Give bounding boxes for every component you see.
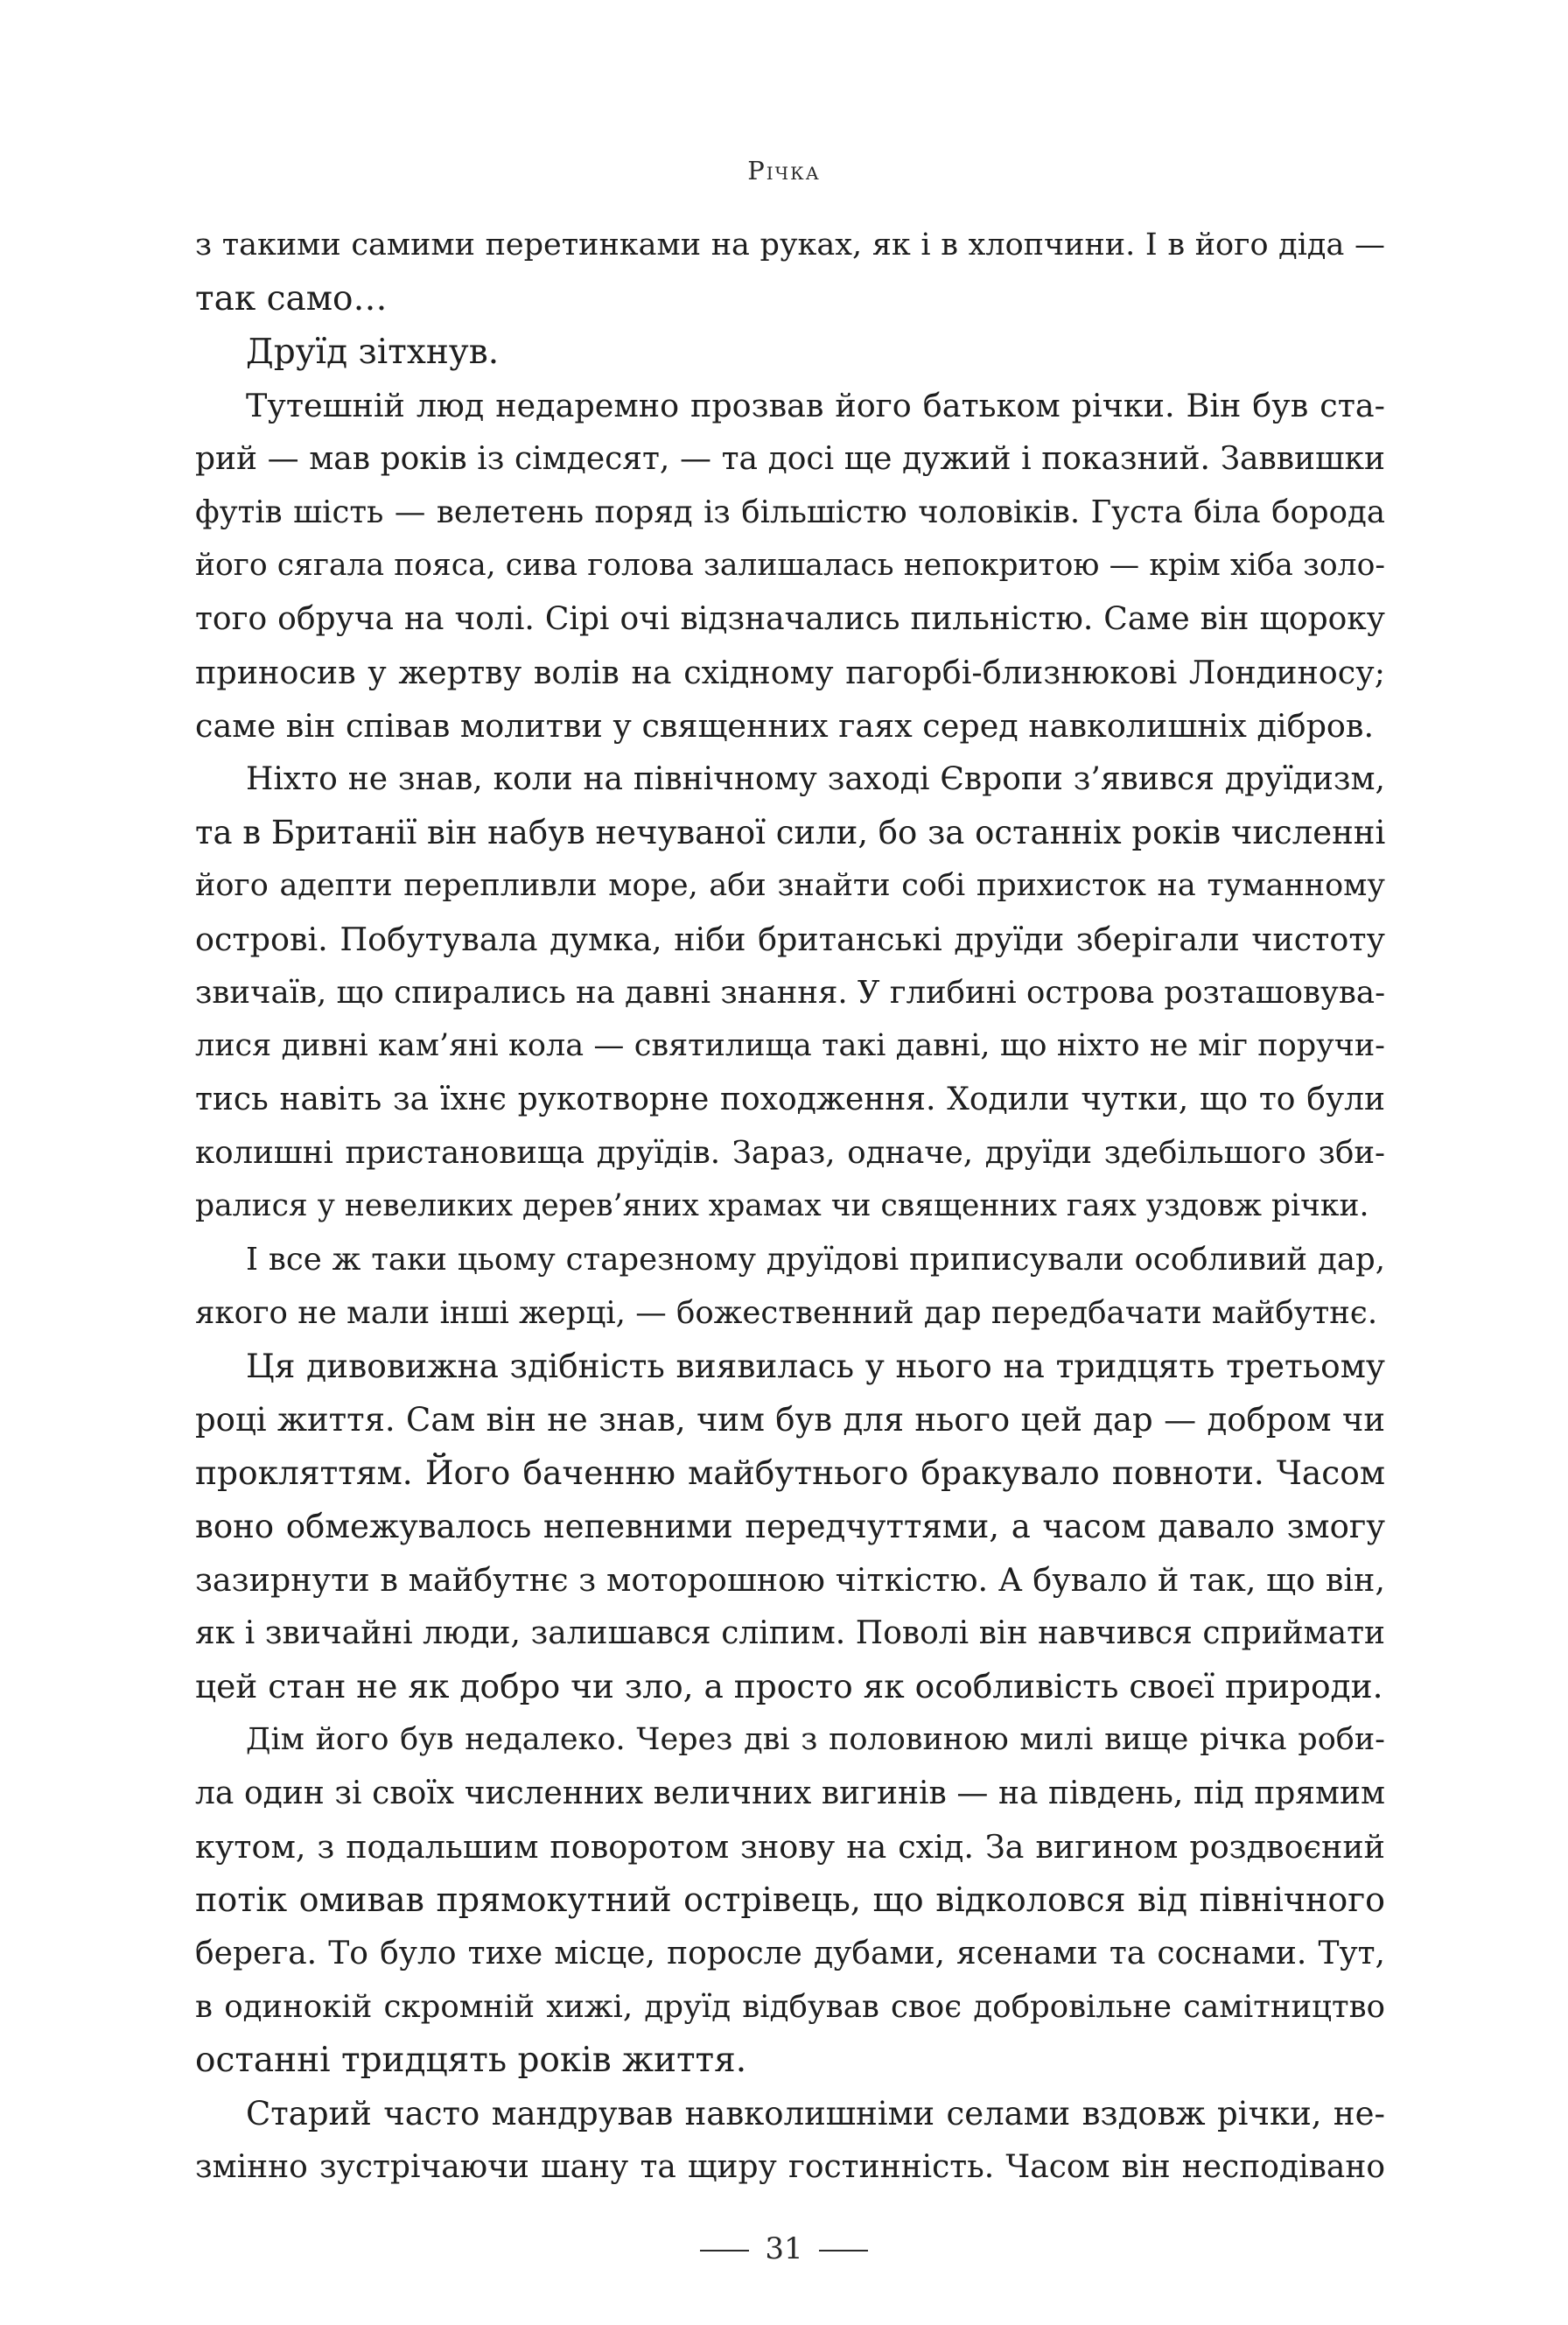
text-line: тись навіть за їхнє рукотворне походження. Ходили чутки, що то були xyxy=(195,1082,1385,1117)
text-line: Дім його був недалеко. Через дві з половиною милі вище річка роби- xyxy=(246,1722,1385,1757)
text-line: ралися у невеликих дерев’яних храмах чи священних гаях уздовж річки. xyxy=(195,1188,1369,1223)
text-line: берега. То було тихе місце, поросле дубами, ясенами та соснами. Тут, xyxy=(195,1936,1385,1971)
page-footer xyxy=(0,2231,1568,2266)
text-line: як і звичайні люди, залишався сліпим. Поволі він навчився сприймати xyxy=(195,1615,1385,1651)
text-line: якого не мали інші жерці, — божественний дар передбачати майбутнє. xyxy=(195,1295,1378,1331)
text-line: Старий часто мандрував навколишніми селами вздовж річки, не- xyxy=(246,2095,1385,2132)
text-line: саме він співав молитви у священних гаях серед навколишніх дібров. xyxy=(195,707,1375,745)
text-line: того обруча на чолі. Сірі очі відзначались пильністю. Саме він щороку xyxy=(195,601,1385,637)
text-line: воно обмежувалось непевними передчуттями, а часом давало змогу xyxy=(195,1508,1385,1545)
text-line: футів шість — велетень поряд із більшістю чоловіків. Густа біла борода xyxy=(195,494,1385,530)
body-text xyxy=(195,219,1385,2194)
text-line: змінно зустрічаючи шану та щиру гостинність. Часом він несподівано xyxy=(195,2149,1385,2185)
text-line: останні тридцять років життя. xyxy=(195,2041,747,2080)
text-line: його адепти перепливли море, аби знайти собі прихисток на туманному xyxy=(195,868,1385,903)
text-line: зазирнути в майбутнє з моторошною чіткістю. А бувало й так, що він, xyxy=(195,1561,1385,1599)
text-line: потік омивав прямокутний острівець, що відколовся від північного xyxy=(195,1880,1385,1919)
text-line: в одинокій скромній хижі, друїд відбував своє добровільне самітництво xyxy=(195,1989,1385,2025)
text-line: приносив у жертву волів на східному пагорбі-близнюкові Лондиносу; xyxy=(195,654,1385,691)
text-line: ла один зі своїх численних величних вигинів — на південь, під прямим xyxy=(195,1775,1385,1811)
text-line: році життя. Сам він не знав, чим був для нього цей дар — добром чи xyxy=(195,1401,1385,1439)
left-dash xyxy=(700,2250,749,2251)
text-line: Ніхто не знав, коли на північному заході Європи з’явився друїдизм, xyxy=(246,761,1385,797)
text-line: рий — мав років із сімдесят, — та досі ще дужий і показний. Заввишки xyxy=(195,441,1385,477)
text-line: його сягала пояса, сива голова залишалась непокритою — крім хіба золо- xyxy=(195,548,1385,583)
text-line: так само… xyxy=(195,279,388,319)
text-line: Ця дивовижна здібність виявилась у нього на тридцять третьому xyxy=(246,1347,1385,1385)
text-line: прокляттям. Його баченню майбутнього бракувало повноти. Часом xyxy=(195,1453,1385,1492)
text-line: цей стан не як добро чи зло, а просто як особливість своєї природи. xyxy=(195,1667,1383,1705)
text-line: кутом, з подальшим поворотом знову на схід. За вигином роздвоєний xyxy=(195,1828,1385,1866)
text-line: лися дивні кам’яні кола — святилища такі давні, що ніхто не міг поручи- xyxy=(195,1028,1385,1063)
text-line: І все ж таки цьому старезному друїдові приписували особливий дар, xyxy=(246,1242,1385,1278)
text-line: острові. Побутувала думка, ніби британські друїди зберігали чистоту xyxy=(195,921,1385,958)
running-head: Річка xyxy=(747,156,821,186)
text-line: Тутешній люд недаремно прозвав його батьком річки. Він був ста- xyxy=(246,387,1385,424)
text-line: з такими самими перетинками на руках, як і в хлопчини. І в його діда — xyxy=(195,228,1385,263)
right-dash xyxy=(819,2250,868,2251)
text-line: та в Британії він набув нечуваної сили, бо за останніх років численні xyxy=(195,814,1386,851)
text-line: колишні пристановища друїдів. Зараз, одначе, друїди здебільшого зби- xyxy=(195,1135,1385,1171)
text-line: Друїд зітхнув. xyxy=(246,333,500,372)
page-number: 31 xyxy=(765,2231,803,2266)
text-line: звичаїв, що спирались на давні знання. У глибині острова розташовува- xyxy=(195,975,1386,1011)
